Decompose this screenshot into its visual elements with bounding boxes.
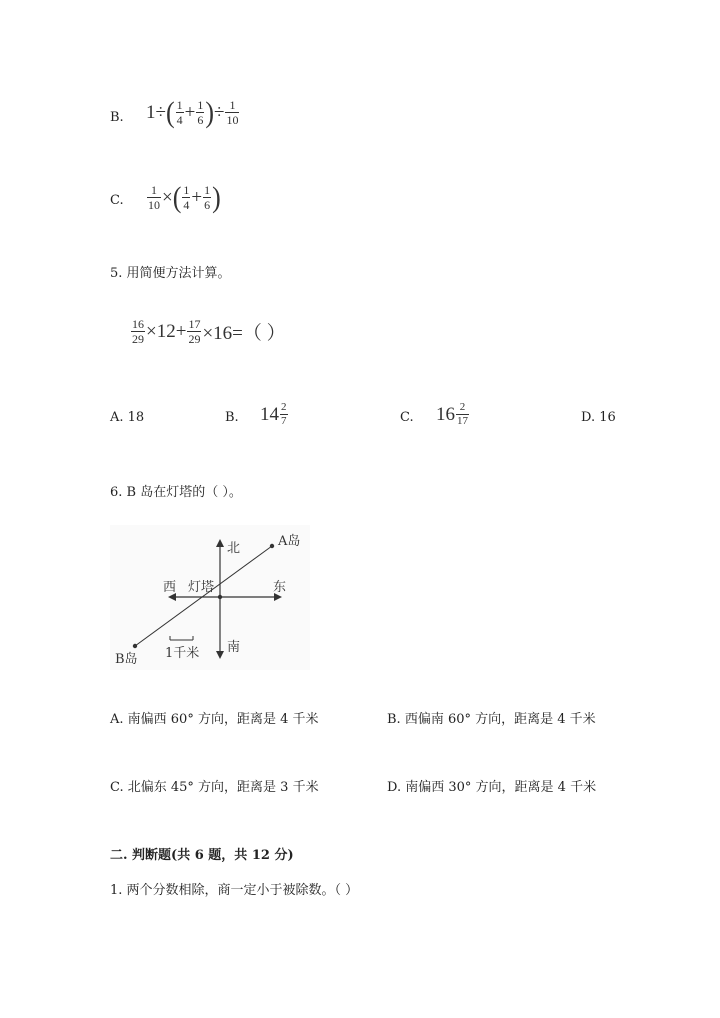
question-6-text: 6. B 岛在灯塔的（ ）。 [110, 485, 242, 500]
section-2-question-1: 1. 两个分数相除，商一定小于被除数。（ ） [110, 883, 359, 898]
q5-option-b-label: B. [225, 410, 239, 425]
q5-option-c-value: 16 $\frac{2}{17}$ [436, 401, 468, 427]
question-5-expression: $\frac{16}{29}$ ×12+ $\frac{17}{29}$ ×16=（ ） [132, 317, 286, 346]
island-b-point [133, 644, 137, 648]
section-2-title: 二. 判断题(共 6 题，共 12 分) [110, 848, 294, 863]
option-c-label: C. [110, 193, 124, 208]
q5-option-a: A. 18 [110, 410, 145, 425]
q5-option-b-value: 14 $\frac{2}{7}$ [260, 401, 287, 427]
east-label: 东 [273, 580, 287, 595]
island-b-label: B岛 [115, 652, 138, 667]
option-b-expression: 1 ÷ ( $\frac{1}{4}$ + $\frac{1}{6}$ ) ÷ $\frac{1}{10}$ [146, 95, 239, 129]
scale-label: 1千米 [165, 646, 200, 661]
q6-option-b: B. 西偏南 60° 方向，距离是 4 千米 [387, 712, 596, 727]
question-5-text: 5. 用简便方法计算。 [110, 266, 231, 281]
q6-option-a: A. 南偏西 60° 方向，距离是 4 千米 [110, 712, 319, 727]
q5-option-d: D. 16 [581, 410, 616, 425]
q6-option-d: D. 南偏西 30° 方向，距离是 4 千米 [387, 780, 597, 795]
lighthouse-point [218, 595, 222, 599]
west-label: 西 [163, 580, 177, 595]
north-label: 北 [227, 541, 241, 556]
q6-option-c: C. 北偏东 45° 方向，距离是 3 千米 [110, 780, 319, 795]
lighthouse-label: 灯塔 [188, 580, 215, 595]
island-a-label: A岛 [278, 534, 301, 549]
q5-option-c-label: C. [400, 410, 414, 425]
option-c-expression: $\frac{1}{10}$ × ( $\frac{1}{4}$ + $\frac{1}{6}$ ) [148, 180, 221, 214]
island-a-point [270, 544, 274, 548]
compass-diagram [110, 525, 310, 670]
south-label: 南 [227, 640, 241, 655]
option-b-label: B. [110, 110, 124, 125]
